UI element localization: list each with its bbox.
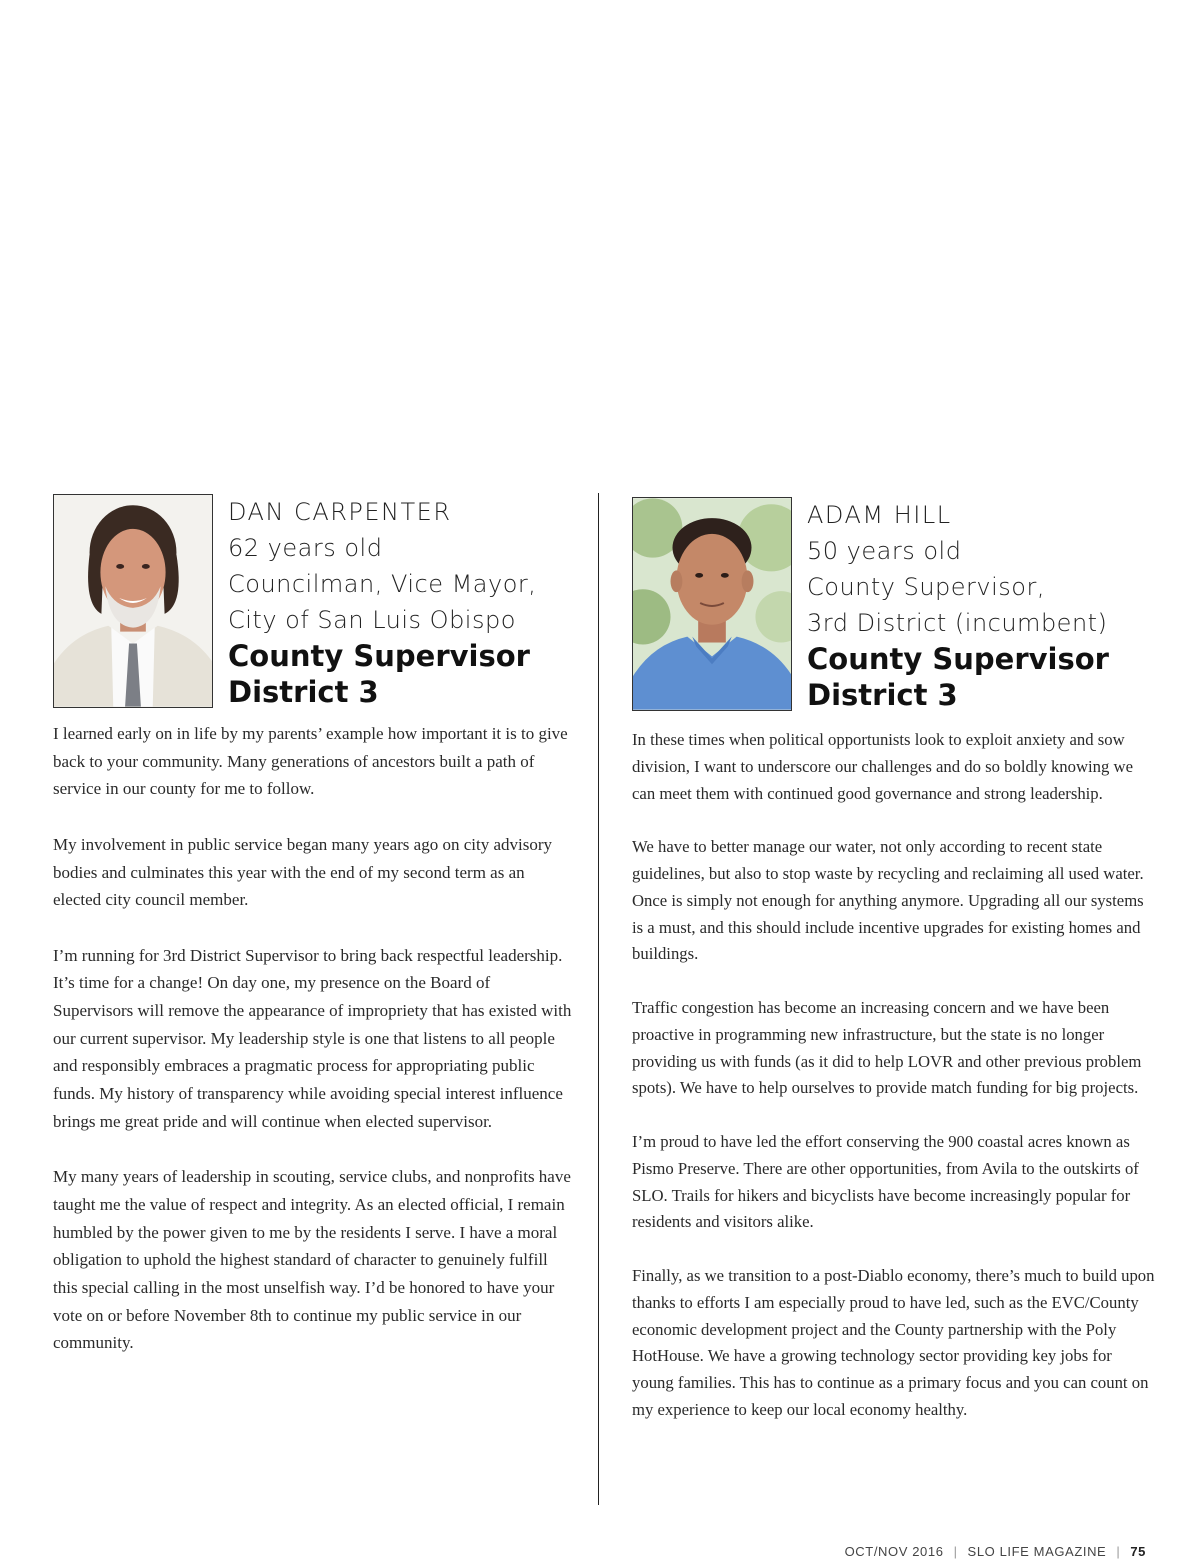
office-sought-line-2: District 3 — [228, 675, 379, 709]
candidate-title-line-1: Councilman, Vice Mayor, — [228, 570, 537, 598]
statement-paragraph: Finally, as we transition to a post-Diablo economy, there’s much to build upon thanks to efforts I am especially proud to have led, such as the EVC/County economic development project and the County partnership with the Poly HotHouse. We have a growing technology sector providing key jobs for young families. This has to continue as a primary focus and you can count on my experience to keep our local economy healthy. — [632, 1265, 1155, 1419]
footer-separator: | — [953, 1544, 958, 1559]
office-sought-line-1: County Supervisor — [807, 642, 1109, 676]
candidate-name: DAN CARPENTER — [228, 498, 452, 526]
candidate-info — [228, 494, 588, 710]
statement-paragraph: We have to better manage our water, not only according to recent state guidelines, but also to stop waste by recycling and reclaiming all used water. Once is simply not enough for anything anymore. Upgrading all our systems is a must, and this should include incentive upgrades for existing homes and buildings. — [632, 837, 1144, 964]
statement-paragraph: In these times when political opportunists look to exploit anxiety and sow division, I want to underscore our challenges and do so boldly knowing we can meet them with continued good governance and strong leadership. — [632, 730, 1133, 803]
office-sought-line-2: District 3 — [807, 678, 958, 712]
statement-paragraph: I’m running for 3rd District Supervisor to bring back respectful leadership. It’s time for a change! On day one, my presence on the Board of Supervisors will remove the appearance of impropriety that has existed with our current supervisor. My leadership style is one that listens to all people and responsibly embraces a pragmatic process for appropriating public funds. My history of transparency while avoiding special interest influence brings me great pride and will continue when elected supervisor. — [53, 945, 572, 1131]
candidate-name: ADAM HILL — [807, 501, 952, 529]
candidate-info — [807, 497, 1167, 713]
candidate-title-line-1: County Supervisor, — [807, 573, 1045, 601]
magazine-name: SLO LIFE MAGAZINE — [967, 1544, 1107, 1559]
candidate-title-line-2: 3rd District (incumbent) — [807, 609, 1108, 637]
issue-date: OCT/NOV 2016 — [844, 1544, 944, 1559]
office-sought-line-1: County Supervisor — [228, 639, 530, 673]
statement-paragraph: My many years of leadership in scouting, service clubs, and nonprofits have taught me the value of respect and integrity. As an elected official, I remain humbled by the power given to me by the residents I serve. I have a moral obligation to uphold the highest standard of character to genuinely fulfill this special calling in the most unselfish way. I’d be honored to have your vote on or before November 8th to continue my public service in our community. — [53, 1167, 571, 1353]
candidate-photo-dan-carpenter — [53, 494, 213, 708]
candidate-title-line-2: City of San Luis Obispo — [228, 606, 516, 634]
candidate-age: 62 years old — [228, 534, 383, 562]
candidate-header — [632, 497, 1157, 713]
candidate-age: 50 years old — [807, 537, 962, 565]
footer-separator: | — [1116, 1544, 1121, 1559]
candidate-statement — [53, 720, 573, 1357]
candidate-column-left — [53, 494, 573, 1385]
candidate-statement — [632, 727, 1157, 1424]
candidate-column-right — [632, 497, 1157, 1451]
page-number: 75 — [1130, 1544, 1146, 1559]
page-footer — [845, 1544, 1146, 1559]
candidate-photo-adam-hill — [632, 497, 792, 711]
statement-paragraph: Traffic congestion has become an increasing concern and we have been proactive in programming new infrastructure, but the state is no longer providing us with funds (as it did to help LOVR and other previous problem spots). We have to help ourselves to provide match funding for big projects. — [632, 997, 1142, 1098]
statement-paragraph: I learned early on in life by my parents’ example how important it is to give back to your community. Many generations of ancestors built a path of service in our county for me to follow. — [53, 724, 568, 799]
statement-paragraph: I’m proud to have led the effort conserving the 900 coastal acres known as Pismo Preserve. There are other opportunities, from Avila to the outskirts of SLO. Trails for hikers and bicyclists have become increasingly popular for residents and visitors alike. — [632, 1131, 1139, 1232]
statement-paragraph: My involvement in public service began many years ago on city advisory bodies and culminates this year with the end of my second term as an elected city council member. — [53, 834, 553, 910]
candidate-header — [53, 494, 573, 710]
column-divider — [598, 493, 599, 1505]
